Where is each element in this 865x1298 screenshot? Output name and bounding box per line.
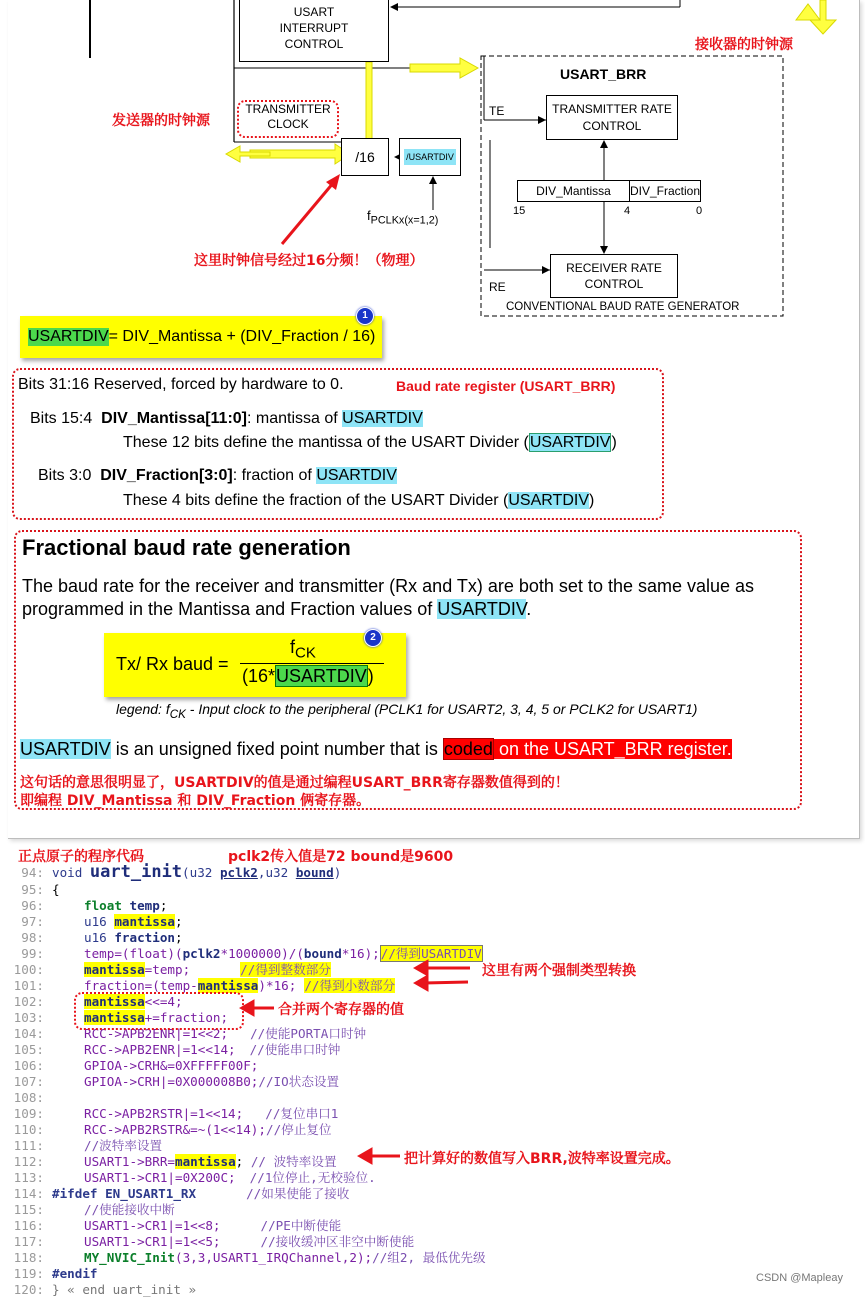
write-brr-annotation: 把计算好的数值写入BRR,波特率设置完成。 <box>404 1151 680 1167</box>
legend-sub: CK <box>169 707 186 721</box>
code-token: +=fraction; <box>144 1010 229 1025</box>
code-comment: //波特率设置 <box>84 1138 163 1153</box>
legend-text: - Input clock to the peripheral (PCLK1 for USART2, 3, 4, 5 or PCLK2 for USART1) <box>185 701 698 717</box>
fpclk-label <box>367 208 438 227</box>
fpclk-subscript: PCLKx(x=1,2) <box>370 214 439 227</box>
receiver-clock-note: 接收器的时钟源 <box>695 37 793 53</box>
line-number: 112: <box>13 1154 44 1169</box>
usartdiv-highlight: USARTDIV <box>437 599 527 619</box>
para2-end: . <box>526 599 532 619</box>
line-number: 105: <box>13 1042 44 1057</box>
code-token: RCC->APB2ENR|=1<<14; <box>84 1042 236 1057</box>
code-token: pclk2 <box>219 865 258 880</box>
formula1-rest: = DIV_Mantissa + (DIV_Fraction / 16) <box>108 328 376 345</box>
usartdiv-highlight: USARTDIV <box>316 467 397 484</box>
code-comment: //使能PORTA口时钟 <box>250 1026 367 1041</box>
div-fraction-label: DIV_Fraction <box>629 183 701 198</box>
formula2-ck: CK <box>295 644 316 662</box>
merge-annotation: 合并两个寄存器的值 <box>278 1002 404 1018</box>
code-token: fraction <box>114 930 176 945</box>
usartdiv-highlight: USARTDIV <box>508 492 589 509</box>
usartdiv-highlight: USARTDIV <box>20 739 111 759</box>
code-comment: //组2, 最低优先级 <box>372 1250 486 1265</box>
para2-text: programmed in the Mantissa and Fraction values of <box>22 599 438 619</box>
code-comment: //使能接收中断 <box>84 1202 175 1217</box>
re-label: RE <box>489 280 506 294</box>
code-comment: //复位串口1 <box>265 1106 339 1121</box>
register-red-highlight: on the USART_BRR register. <box>493 739 732 759</box>
line-number: 101: <box>13 978 44 993</box>
fractional-para-line-2 <box>22 599 531 620</box>
line-number: 115: <box>13 1202 44 1217</box>
bits-3-0-prefix: Bits 3:0 <box>38 467 101 484</box>
code-token: =temp; <box>144 962 191 977</box>
transmitter-clock-label: TRANSMITTER CLOCK <box>237 100 339 138</box>
cast-annotation: 这里有两个强制类型转换 <box>482 963 636 979</box>
receiver-rate-control-box <box>550 254 678 298</box>
chinese-note-2: 即编程 DIV_Mantissa 和 DIV_Fraction 俩寄存器。 <box>20 793 371 809</box>
line-number: 106: <box>13 1058 44 1073</box>
te-label: TE <box>489 104 505 118</box>
legend-prefix: legend: f <box>116 701 170 717</box>
code-token: bound <box>303 946 342 961</box>
den-prefix: (16* <box>242 666 276 686</box>
line-number: 99: <box>21 946 44 961</box>
code-token: pclk2 <box>182 946 221 961</box>
badge-1: 1 <box>356 307 374 325</box>
code-comment: //如果使能了接收 <box>246 1186 350 1201</box>
code-token: mantissa <box>84 1010 145 1025</box>
code-token: temp <box>129 898 160 913</box>
line-number: 118: <box>13 1250 44 1265</box>
code-token: #endif <box>52 1266 98 1281</box>
line-number: 110: <box>13 1122 44 1137</box>
line-number: 100: <box>13 962 44 977</box>
bits-15-4-line <box>30 410 423 428</box>
code-token: GPIOA->CRH|=0X000008B0; <box>84 1074 259 1089</box>
code-line-119 <box>0 1266 98 1282</box>
code-comment: //PE中断使能 <box>260 1218 342 1233</box>
code-token: u16 <box>84 914 115 929</box>
bits-31-16-line: Bits 31:16 Reserved, forced by hardware to 0. <box>18 376 344 393</box>
code-token: fraction=(temp- <box>84 978 198 993</box>
line-number: 109: <box>13 1106 44 1121</box>
usart-interrupt-control-box <box>239 0 389 62</box>
code-token: RCC->APB2RSTR|=1<<14; <box>84 1106 244 1121</box>
fraction-desc-end: ) <box>588 492 595 509</box>
usartdiv-highlight: USARTDIV <box>342 410 423 427</box>
code-token: RCC->APB2RSTR&=~(1<<14); <box>84 1122 266 1137</box>
usartdiv-formula <box>20 316 382 358</box>
line-number: 113: <box>13 1170 44 1185</box>
code-token: void <box>52 865 90 880</box>
code-token: USART1->CR1|=1<<8; <box>84 1218 221 1233</box>
div-fraction-field: DIV_Fraction[3:0] <box>100 467 233 484</box>
line-number: 102: <box>13 994 44 1009</box>
code-header-right: pclk2传入值是72 bound是9600 <box>228 849 454 865</box>
mantissa-desc-line <box>123 434 617 452</box>
code-token: ; <box>235 1154 251 1169</box>
code-token: mantissa <box>84 962 145 977</box>
code-token: ; <box>175 914 183 929</box>
bits-3-0-line <box>38 467 397 485</box>
formula2-lhs: Tx/ Rx baud = <box>116 654 234 674</box>
code-token: float <box>84 898 130 913</box>
code-line-115 <box>0 1202 175 1218</box>
line-number: 108: <box>13 1090 44 1105</box>
formula2-f: f <box>290 637 296 657</box>
code-token: ) <box>333 865 342 880</box>
line-number: 97: <box>21 914 44 929</box>
code-header-left: 正点原子的程序代码 <box>18 849 144 865</box>
line-number: 111: <box>13 1138 44 1153</box>
code-token: mantissa <box>114 914 176 929</box>
code-token: USART1->CR1|=1<<5; <box>84 1234 221 1249</box>
code-token: (3,3,USART1_IRQChannel,2); <box>175 1250 373 1265</box>
code-line-116 <box>0 1218 341 1234</box>
baud-rate-register-note: Baud rate register (USART_BRR) <box>396 378 616 394</box>
chinese-note-1: 这句话的意思很明显了，USARTDIV的值是通过编程USART_BRR寄存器数值得到的！ <box>20 775 569 791</box>
badge-2: 2 <box>364 629 382 647</box>
bits-15-4-prefix: Bits 15:4 <box>30 410 102 427</box>
usartdiv-highlight: USARTDIV <box>529 434 611 451</box>
usartdiv-highlight: USARTDIV <box>276 666 367 686</box>
code-token: ; <box>175 930 183 945</box>
code-token: mantissa <box>84 994 145 1009</box>
code-comment: // 波特率设置 <box>250 1154 337 1169</box>
usartdiv-divider-box <box>399 138 461 176</box>
line-number: 107: <box>13 1074 44 1089</box>
formula2-numerator <box>290 637 316 662</box>
line-number: 104: <box>13 1026 44 1041</box>
code-token: mantissa <box>175 1154 236 1169</box>
divide-16-note: 这里时钟信号经过16分频！（物理） <box>194 253 424 269</box>
coded-line-text: is an unsigned fixed point number that is <box>110 739 443 759</box>
transmitter-clock-note: 发送器的时钟源 <box>112 113 210 129</box>
code-comment: //接收缓冲区非空中断使能 <box>260 1234 415 1249</box>
code-token: (u32 <box>182 865 220 880</box>
line-number: 98: <box>21 930 44 945</box>
code-line-118 <box>0 1250 486 1266</box>
code-comment: //停止复位 <box>265 1122 332 1137</box>
code-comment: //得到USARTDIV <box>380 946 482 961</box>
transmitter-rate-control-label: TRANSMITTER RATE CONTROL <box>552 102 672 133</box>
code-comment: //1位停止,无校验位. <box>249 1170 376 1185</box>
code-token: RCC->APB2ENR|=1<<2; <box>84 1026 229 1041</box>
code-token: u16 <box>84 930 115 945</box>
code-token: bound <box>295 865 334 880</box>
baud-formula <box>104 633 406 697</box>
code-token: { <box>52 882 60 897</box>
line-number: 116: <box>13 1218 44 1233</box>
usart-interrupt-control-label: USART INTERRUPT CONTROL <box>279 4 349 52</box>
line-number: 95: <box>21 882 44 897</box>
annotation-arrows <box>0 840 865 1180</box>
fraction-bar <box>240 663 384 664</box>
line-number: 96: <box>21 898 44 913</box>
code-token: uart_init <box>89 862 183 882</box>
divide-by-16-box <box>341 138 389 176</box>
fraction-desc-text: These 4 bits define the fraction of the USART Divider ( <box>123 492 509 509</box>
usartdiv-coded-line <box>20 739 732 760</box>
usart-block-diagram <box>0 0 865 318</box>
code-token: USART1->CR1|=0X200C; <box>84 1170 236 1185</box>
comment-text: //得到小数部分 <box>304 978 396 993</box>
fpclk-base: f <box>367 208 371 223</box>
line-number: 114: <box>13 1186 44 1201</box>
code-token: #ifdef EN_USART1_RX <box>52 1186 197 1201</box>
code-token: GPIOA->CRH&=0XFFFFF00F; <box>84 1058 259 1073</box>
code-line-117 <box>0 1234 414 1250</box>
watermark: CSDN @Mapleay <box>756 1272 843 1284</box>
line-number: 117: <box>13 1234 44 1249</box>
line-number: 119: <box>13 1266 44 1281</box>
div-mantissa-label: DIV_Mantissa <box>536 183 611 198</box>
transmitter-rate-control-box <box>546 95 678 140</box>
line-number: 94: <box>21 865 44 880</box>
code-token: MY_NVIC_Init <box>84 1250 175 1265</box>
div-mantissa-field: DIV_Mantissa[11:0] <box>101 410 247 427</box>
mantissa-desc-end: ) <box>611 434 617 451</box>
den-end: ) <box>367 666 374 686</box>
code-token: mantissa <box>197 978 259 993</box>
fractional-para-line-1: The baud rate for the receiver and transmitter (Rx and Tx) are both set to the same value as <box>22 576 755 596</box>
formula1-usartdiv: USARTDIV <box>28 328 109 345</box>
bits-3-0-text: : fraction of <box>232 467 317 484</box>
code-comment: //使能串口时钟 <box>249 1042 341 1057</box>
line-number: 120: <box>13 1282 44 1297</box>
comment-text: //得到整数部分 <box>240 962 331 977</box>
div-mantissa-box <box>517 180 630 202</box>
legend-line <box>116 701 697 721</box>
code-line-114 <box>0 1186 349 1202</box>
line-number: 103: <box>13 1010 44 1025</box>
mantissa-desc-text: These 12 bits define the mantissa of the USART Divider ( <box>123 434 529 451</box>
bit-4-label: 4 <box>624 205 631 217</box>
formula2-denominator <box>242 666 374 687</box>
bit-0-label: 0 <box>696 205 703 217</box>
code-token: temp=(float)( <box>84 946 183 961</box>
code-token: } « end uart_init » <box>52 1282 197 1297</box>
coded-red-highlight: coded <box>443 739 493 759</box>
code-comment: //IO状态设置 <box>258 1074 340 1089</box>
code-token: )*16; <box>258 978 297 993</box>
code-token: ,u32 <box>257 865 296 880</box>
fraction-desc-line <box>123 492 594 510</box>
code-token: *16); <box>341 946 380 961</box>
div-fraction-box <box>629 180 701 202</box>
divide-by-16-label: /16 <box>355 148 375 165</box>
bits-15-4-text: : mantissa of <box>247 410 343 427</box>
fractional-title: Fractional baud rate generation <box>22 535 351 560</box>
receiver-rate-control-label: RECEIVER RATE CONTROL <box>566 260 662 291</box>
code-token: ; <box>159 898 168 913</box>
bit-15-label: 15 <box>513 205 526 217</box>
code-token: USART1->BRR= <box>84 1154 175 1169</box>
usart-brr-title: USART_BRR <box>560 66 647 82</box>
code-token: *1000000)/( <box>220 946 304 961</box>
code-token: <<=4; <box>144 994 183 1009</box>
conventional-baud-rate-label: CONVENTIONAL BAUD RATE GENERATOR <box>506 301 740 313</box>
usartdiv-divider-label: /USARTDIV <box>404 149 456 165</box>
